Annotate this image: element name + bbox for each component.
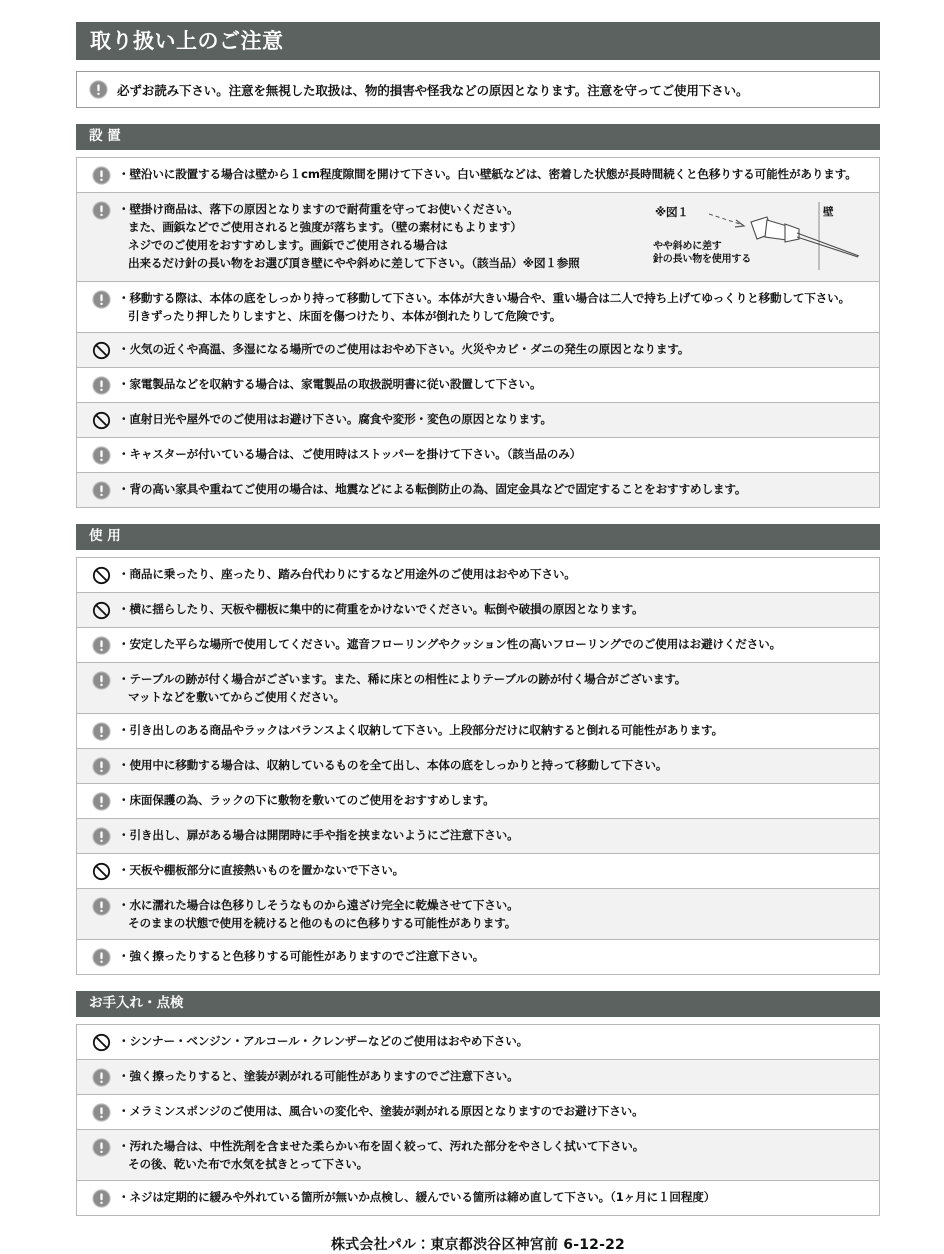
row-icon-cell [89, 1188, 113, 1208]
row-text-cell [113, 861, 869, 879]
row-icon-cell [89, 410, 113, 430]
row-icon-cell [89, 600, 113, 620]
row-text-cell [113, 791, 869, 809]
precaution-text-line: ・テーブルの跡が付く場合がございます。また、稀に床との相性によりテーブルの跡が付く場合がございます。 [118, 672, 687, 686]
precaution-row [77, 402, 879, 437]
precaution-row [77, 939, 879, 974]
precaution-text-line: ・水に濡れた場合は色移りしそうなものから遠ざけ完全に乾燥させて下さい。 [118, 898, 519, 912]
precaution-row [77, 1094, 879, 1129]
row-text-cell [113, 1102, 869, 1120]
prohibit-icon [92, 862, 111, 881]
caution-icon [92, 1138, 111, 1157]
caution-icon [92, 948, 111, 967]
caution-icon [92, 376, 111, 395]
row-text-cell [113, 1067, 869, 1085]
row-text-cell [113, 635, 869, 653]
figure-caption-line-1: やや斜めに差す [653, 241, 722, 252]
precaution-text-line: ・背の高い家具や重ねてご使用の場合は、地震などによる転倒防止の為、固定金具などで固定することをおすすめします。 [118, 482, 747, 496]
row-text-cell [113, 445, 869, 463]
precaution-row [77, 627, 879, 662]
caution-icon [89, 80, 108, 99]
row-text-cell [113, 721, 869, 739]
row-icon-cell [89, 861, 113, 881]
row-text-cell [113, 289, 869, 325]
row-text-cell [113, 756, 869, 774]
row-text-cell [113, 480, 869, 498]
section-title: 設 置 [89, 128, 121, 145]
precaution-text-line: 出来るだけ針の長い物をお選び頂き壁にやや斜めに差して下さい。（該当品）※図１参照 [128, 256, 580, 270]
sections-container [76, 124, 880, 1216]
row-text-cell [113, 165, 869, 183]
page-title-bar [76, 22, 880, 60]
row-icon-cell [89, 721, 113, 741]
precaution-text-line: ・家電製品などを収納する場合は、家電製品の取扱説明書に従い設置して下さい。 [118, 377, 542, 391]
row-icon-cell [89, 826, 113, 846]
caution-icon [92, 722, 111, 741]
prohibit-icon [92, 341, 111, 360]
row-icon-cell [89, 340, 113, 360]
row-text-cell [113, 670, 869, 706]
row-icon-cell [89, 756, 113, 776]
precaution-text-line: また、画鋲などでご使用されると強度が落ちます。（壁の素材にもよります） [128, 220, 522, 234]
precaution-text-line: ・床面保護の為、ラックの下に敷物を敷いてのご使用をおすすめします。 [118, 793, 495, 807]
caution-icon [92, 481, 111, 500]
caution-icon [92, 636, 111, 655]
caution-icon [92, 446, 111, 465]
row-text-cell [113, 1188, 869, 1206]
row-text-cell [113, 200, 641, 272]
row-icon-cell [89, 445, 113, 465]
prohibit-icon [92, 411, 111, 430]
row-text-cell [113, 565, 869, 583]
precaution-row [77, 662, 879, 713]
section-rows [76, 1024, 880, 1216]
section-rows [76, 157, 880, 508]
precaution-row [77, 1180, 879, 1215]
row-icon-cell [89, 375, 113, 395]
caution-icon [92, 1068, 111, 1087]
precaution-text-line: ・シンナー・ベンジン・アルコール・クレンザーなどのご使用はおやめ下さい。 [118, 1034, 529, 1048]
precaution-text-line: ・移動する際は、本体の底をしっかり持って移動して下さい。本体が大きい場合や、重い場合は二人で持ち上げてゆっくりと移動して下さい。 [118, 291, 851, 305]
section-header-3 [76, 991, 880, 1017]
figure-caption-line-2: 針の長い物を使用する [653, 254, 751, 265]
page-title: 取り扱い上のご注意 [90, 28, 284, 53]
row-text-cell [113, 1137, 869, 1173]
row-text-cell [113, 1032, 869, 1050]
precaution-text-line: マットなどを敷いてからご使用ください。 [128, 690, 345, 704]
precaution-row [77, 818, 879, 853]
precaution-row [77, 592, 879, 627]
row-icon-cell [89, 1032, 113, 1052]
precaution-row [77, 1129, 879, 1180]
precaution-text-line: そのままの状態で使用を続けると他のものに色移りする可能性があります。 [128, 916, 517, 930]
row-text-cell [113, 375, 869, 393]
caution-icon [92, 757, 111, 776]
precaution-text-line: ・横に揺らしたり、天板や棚板に集中的に荷重をかけないでください。転倒や破損の原因となります。 [118, 602, 644, 616]
precaution-row [77, 192, 879, 281]
precaution-row [77, 713, 879, 748]
precaution-text-line: ・安定した平らな場所で使用してください。遮音フローリングやクッション性の高いフローリングでのご使用はお避けください。 [118, 637, 782, 651]
section-rows [76, 557, 880, 975]
row-text-cell [113, 947, 869, 965]
footer-company: 株式会社パル：東京都渋谷区神宮前 6-12-22 [330, 1237, 625, 1253]
lead-notice-box [76, 71, 880, 108]
row-icon-cell [89, 165, 113, 185]
precaution-row [77, 1059, 879, 1094]
precaution-text-line: ・キャスターが付いている場合は、ご使用時はストッパーを掛けて下さい。（該当品のみ） [118, 447, 582, 461]
precaution-row [77, 157, 879, 192]
row-icon-cell [89, 1137, 113, 1157]
row-icon-cell [89, 289, 113, 309]
caution-icon [92, 201, 111, 220]
precaution-row [77, 853, 879, 888]
precaution-row [77, 281, 879, 332]
precaution-text-line: ・引き出しのある商品やラックはバランスよく収納して下さい。上段部分だけに収納すると倒れる可能性があります。 [118, 723, 724, 737]
precaution-row [77, 1024, 879, 1059]
row-icon-cell [89, 565, 113, 585]
figure-label: ※図１ [655, 205, 689, 219]
prohibit-icon [92, 1033, 111, 1052]
row-icon-cell [89, 791, 113, 811]
row-icon-cell [89, 896, 113, 916]
caution-icon [92, 166, 111, 185]
precaution-text-line: ・天板や棚板部分に直接熱いものを置かないで下さい。 [118, 863, 405, 877]
precaution-text-line: ・強く擦ったりすると色移りする可能性がありますのでご注意下さい。 [118, 949, 485, 963]
precaution-row [77, 367, 879, 402]
prohibit-icon [92, 566, 111, 585]
precaution-text-line: ・火気の近くや高温、多湿になる場所でのご使用はおやめ下さい。火災やカビ・ダニの発生の原因となります。 [118, 342, 690, 356]
precaution-text-line: ・直射日光や屋外でのご使用はお避け下さい。腐食や変形・変色の原因となります。 [118, 412, 552, 426]
precaution-text-line: ・壁掛け商品は、落下の原因となりますので耐荷重を守ってお使いください。 [118, 202, 519, 216]
precaution-text-line: ・ネジは定期的に緩みや外れている箇所が無いか点検し、緩んでいる箇所は締め直して下さい。（1ヶ月に１回程度） [118, 1190, 716, 1204]
precaution-text-line: ・使用中に移動する場合は、収納しているものを全て出し、本体の底をしっかりと持って移動して下さい。 [118, 758, 668, 772]
lead-notice-text: 必ずお読み下さい。注意を無視した取扱は、物的損害や怪我などの原因となります。注意を守ってご使用下さい。 [117, 82, 749, 98]
wall-label: 壁 [823, 206, 834, 218]
row-icon-cell [89, 480, 113, 500]
row-icon-cell [89, 947, 113, 967]
caution-icon [92, 290, 111, 309]
precaution-text-line: ・商品に乗ったり、座ったり、踏み台代わりにするなど用途外のご使用はおやめ下さい。 [118, 567, 576, 581]
row-text-cell [113, 896, 869, 932]
row-icon-cell [89, 200, 113, 220]
caution-icon [92, 827, 111, 846]
precaution-text-line: ・引き出し、扉がある場合は開閉時に手や指を挟まないようにご注意下さい。 [118, 828, 519, 842]
section-header-2 [76, 524, 880, 550]
precaution-row [77, 437, 879, 472]
row-text-cell [113, 410, 869, 428]
precaution-row [77, 748, 879, 783]
precaution-row [77, 783, 879, 818]
precaution-text-line: ネジでのご使用をおすすめします。画鋲でご使用される場合は [128, 238, 448, 252]
caution-icon [92, 792, 111, 811]
pushpin-figure [647, 200, 879, 274]
precaution-text-line: ・強く擦ったりすると、塗装が剥がれる可能性がありますのでご注意下さい。 [118, 1069, 519, 1083]
row-text-cell [113, 600, 869, 618]
prohibit-icon [92, 601, 111, 620]
row-icon-cell [89, 1102, 113, 1122]
precaution-row [77, 472, 879, 507]
precaution-row [77, 888, 879, 939]
precaution-text-line: その後、乾いた布で水気を拭きとって下さい。 [128, 1157, 369, 1171]
section-title: お手入れ・点検 [89, 995, 184, 1012]
precaution-text-line: ・汚れた場合は、中性洗剤を含ませた柔らかい布を固く絞って、汚れた部分をやさしく拭いて下さい。 [118, 1139, 645, 1153]
row-icon-cell [89, 635, 113, 655]
precaution-row [77, 557, 879, 592]
precaution-text-line: ・メラミンスポンジのご使用は、風合いの変化や、塗装が剥がれる原因となりますのでお避け下さい。 [118, 1104, 644, 1118]
row-icon-cell [89, 670, 113, 690]
section-header-1 [76, 124, 880, 150]
row-icon-cell [89, 1067, 113, 1087]
caution-icon [92, 1103, 111, 1122]
caution-icon [92, 1189, 111, 1208]
precaution-text-line: 引きずったり押したりしますと、床面を傷つけたり、本体が倒れたりして危険です。 [128, 309, 562, 323]
row-text-cell [113, 826, 869, 844]
row-text-cell [113, 340, 869, 358]
precaution-row [77, 332, 879, 367]
caution-icon [92, 897, 111, 916]
precaution-text-line: ・壁沿いに設置する場合は壁から１cm程度隙間を開けて下さい。白い壁紙などは、密着した状態が長時間続くと色移りする可能性があります。 [118, 167, 857, 181]
caution-icon [92, 671, 111, 690]
section-title: 使 用 [89, 528, 121, 545]
